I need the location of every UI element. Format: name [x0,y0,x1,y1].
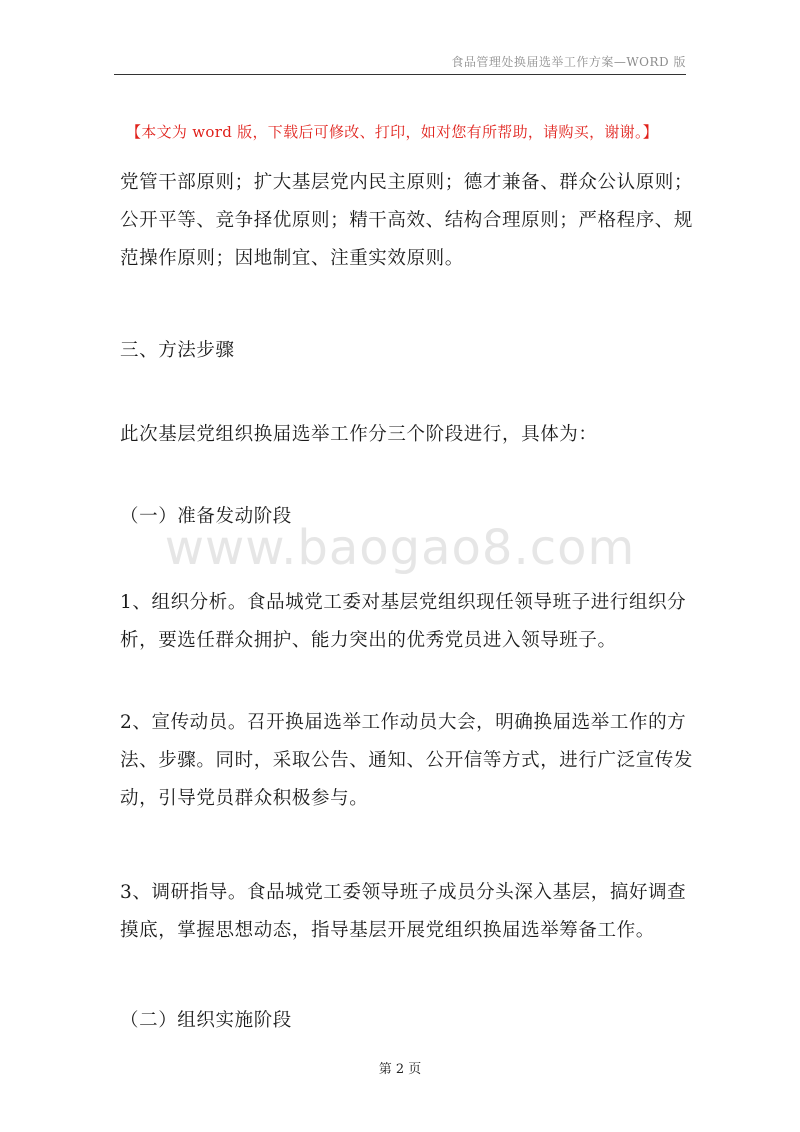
item-publicity-mobilization: 2、宣传动员。召开换届选举工作动员大会，明确换届选举工作的方法、步骤。同时，采取公告、通知、公开信等方式，进行广泛宣传发动，引导党员群众积极参与。 [120,712,694,809]
stage-heading-implementation: （二）组织实施阶段 [120,1010,292,1031]
watermark: www.baogao8.com [164,520,636,576]
running-header: 食品管理处换届选举工作方案—WORD 版 [451,55,686,69]
principles-paragraph: 党管干部原则；扩大基层党内民主原则；德才兼备、群众公认原则；公开平等、竞争择优原则；精干高效、结构合理原则；严格程序、规范操作原则；因地制宜、注重实效原则。 [120,172,694,269]
item-organization-analysis: 1、组织分析。食品城党工委对基层党组织现任领导班子进行组织分析，要选任群众拥护、能力突出的优秀党员进入领导班子。 [120,592,687,651]
page-number: 第 2 页 [378,1062,422,1077]
item-research-guidance: 3、调研指导。食品城党工委领导班子成员分头深入基层，搞好调查摸底，掌握思想动态，指导基层开展党组织换届选举筹备工作。 [120,882,687,941]
stage-heading-preparation: （一）准备发动阶段 [120,506,292,527]
purchase-notice: 【本文为 word 版，下载后可修改、打印，如对您有所帮助，请购买，谢谢。】 [126,123,659,141]
section-heading-methods: 三、方法步骤 [120,340,235,361]
stages-intro-paragraph: 此次基层党组织换届选举工作分三个阶段进行，具体为： [120,424,598,445]
header-divider [114,74,686,75]
